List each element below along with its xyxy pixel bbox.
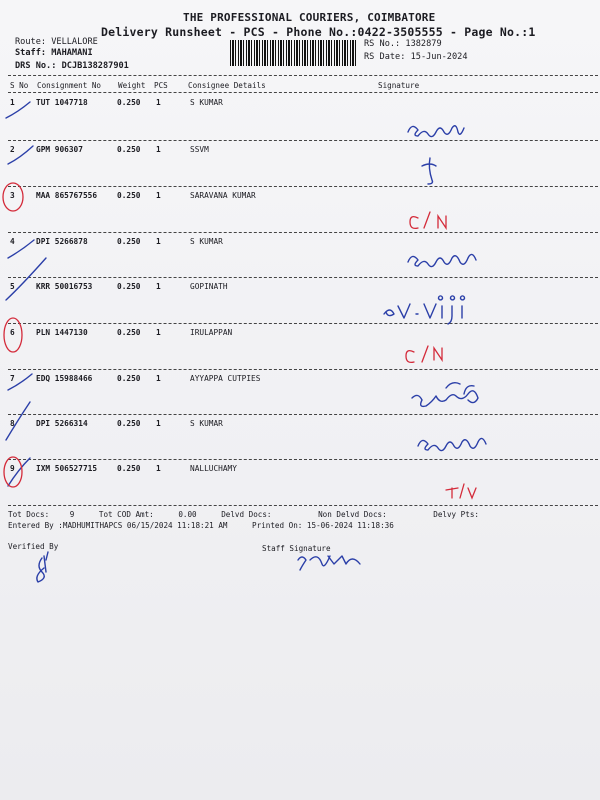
row-weight: 0.250 [117,237,141,246]
row-consignee: NALLUCHAMY [190,464,237,473]
row-pcs: 1 [156,374,161,383]
row-pcs: 1 [156,237,161,246]
delvy-pts-label: Delvy Pts: [433,510,479,519]
row-pcs: 1 [156,419,161,428]
row-weight: 0.250 [117,419,141,428]
tot-cod-value: 0.00 [178,510,197,519]
verified-by-signature [37,552,48,582]
row-consignment: MAA 865767556 [36,191,98,200]
col-consignee: Consignee Details [188,81,266,90]
row-sno: 9 [10,464,15,473]
staff-signature-label: Staff Signature [262,544,331,553]
row-consignee: IRULAPPAN [190,328,233,337]
row-sno: 6 [10,328,15,337]
row-consignee: SSVM [190,145,209,154]
tot-docs-label: Tot Docs: [8,510,50,519]
row-pcs: 1 [156,282,161,291]
col-weight: Weight [118,81,146,90]
col-sno: S No [10,81,29,90]
row-consignment: EDQ 15988466 [36,374,93,383]
tick-mark [8,146,33,164]
row-pcs: 1 [156,98,161,107]
col-consignment: Consignment No [37,81,102,90]
signature-row-1 [408,126,464,137]
tick-mark [8,374,32,390]
row-weight: 0.250 [117,98,141,107]
row-pcs: 1 [156,464,161,473]
signature-row-2 [422,158,436,184]
row-3-circle [3,183,23,211]
row-sno: 2 [10,145,15,154]
drs-label: DRS No.: [15,61,57,71]
signature-row-4 [408,254,476,266]
row-sno: 7 [10,374,15,383]
row-weight: 0.250 [117,145,141,154]
row-consignee: GOPINATH [190,282,228,291]
row-consignment: TUT 1047718 [36,98,88,107]
row-consignment: PLN 1447130 [36,328,88,337]
drs-value: DCJB138287901 [61,61,129,71]
row-consignment: DPI 5266878 [36,237,88,246]
delvd-docs-label: Delvd Docs: [221,510,272,519]
rs-date-value: 15-Jun-2024 [410,52,468,62]
route-label: Route: [15,37,47,47]
route-value: VELLALORE [51,37,98,47]
row-sno: 8 [10,419,15,428]
row-sno: 3 [10,191,15,200]
row-consignment: IXM 506527715 [36,464,98,473]
row-9-circle [4,457,22,487]
tick-mark [8,240,34,258]
printed-on-value: 15-06-2024 11:18:36 [306,521,394,530]
tick-mark [8,458,30,486]
rs-date-label: RS Date: [364,52,406,62]
rs-no-value: 1382879 [405,39,442,49]
row-6-circle [4,318,22,352]
row-consignee: S KUMAR [190,419,223,428]
staff-label: Staff: [15,48,47,58]
signature-row-9 [446,484,476,498]
row-weight: 0.250 [117,328,141,337]
entered-by-label: Entered By : [8,521,63,530]
row-consignment: KRR 50016753 [36,282,93,291]
signature-row-8 [418,438,486,450]
tick-mark [6,402,30,440]
row-weight: 0.250 [117,374,141,383]
row-weight: 0.250 [117,464,141,473]
signature-row-6 [406,346,442,362]
printed-on-label: Printed On: [252,521,303,530]
row-sno: 5 [10,282,15,291]
row-weight: 0.250 [117,282,141,291]
runsheet-subtitle: Delivery Runsheet - PCS - Phone No.:0422-3505555 - Page No.:1 [101,25,536,39]
rs-no-label: RS No.: [364,39,401,49]
col-signature: Signature [378,81,420,90]
verified-by-label: Verified By [8,542,59,551]
row-consignee: S KUMAR [190,237,223,246]
row-pcs: 1 [156,191,161,200]
tot-cod-label: Tot COD Amt: [98,510,154,519]
col-pcs: PCS [154,81,168,90]
row-consignment: DPI 5266314 [36,419,88,428]
row-consignment: GPM 906307 [36,145,83,154]
row-consignee: S KUMAR [190,98,223,107]
staff-signature [298,556,360,570]
row-weight: 0.250 [117,191,141,200]
tick-mark [6,102,30,118]
tick-mark [6,258,46,300]
company-title: THE PROFESSIONAL COURIERS, COIMBATORE [183,11,436,24]
signature-row-5 [384,296,464,324]
row-sno: 1 [10,98,15,107]
row-consignee: SARAVANA KUMAR [190,191,256,200]
signature-row-7 [412,383,478,407]
row-consignee: AYYAPPA CUTPIES [190,374,261,383]
signature-row-3 [410,212,446,228]
tot-docs-value: 9 [69,510,75,519]
row-sno: 4 [10,237,15,246]
non-delvd-docs-label: Non Delvd Docs: [318,510,387,519]
staff-value: MAHAMANI [51,48,93,58]
row-pcs: 1 [156,145,161,154]
row-pcs: 1 [156,328,161,337]
entered-by-value: MADHUMITHAPCS 06/15/2024 11:18:21 AM [62,521,228,530]
